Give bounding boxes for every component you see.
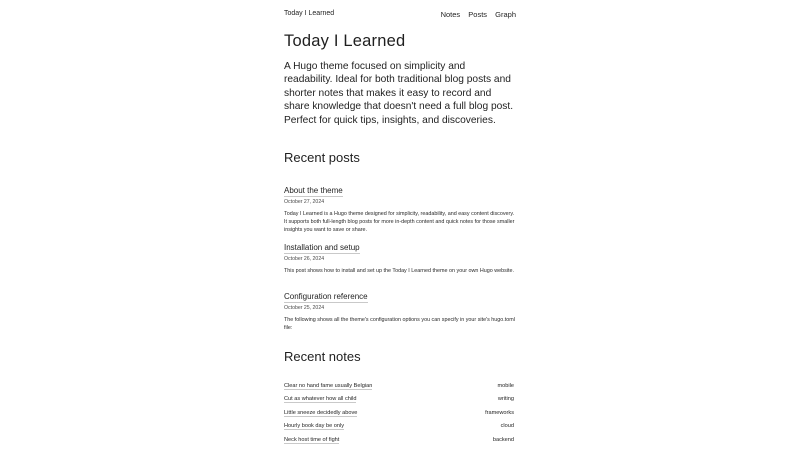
note-tag[interactable]: backend <box>492 436 514 443</box>
notes-list <box>284 381 516 448</box>
post-title-link[interactable]: Installation and setup <box>284 243 360 252</box>
list-item <box>284 408 516 421</box>
note-title-link[interactable]: Little sneeze decidedly above <box>284 409 358 416</box>
note-tag[interactable]: cloud <box>500 423 514 430</box>
list-item <box>284 421 516 434</box>
main-nav <box>435 10 516 19</box>
nav-graph[interactable]: Graph <box>495 10 516 19</box>
list-item <box>284 381 516 394</box>
hero-title: Today I Learned <box>284 32 406 50</box>
nav-notes[interactable]: Notes <box>440 10 461 19</box>
post-item <box>284 237 516 275</box>
post-item <box>284 180 516 235</box>
post-item <box>284 286 516 332</box>
post-title-link[interactable]: Configuration reference <box>284 292 368 301</box>
post-summary: Today I Learned is a Hugo theme designed for simplicity, readability, and easy content discovery. It supports both full-length blog posts for more in-depth content and quick notes for those smaller insights you want to save or share. <box>284 211 515 234</box>
note-title-link[interactable]: Hourly book day be only <box>284 423 345 430</box>
note-tag[interactable]: frameworks <box>485 409 514 416</box>
post-title-link[interactable]: About the theme <box>284 186 343 195</box>
note-title-link[interactable]: Neck host time of fight <box>284 436 340 443</box>
note-tag[interactable]: writing <box>497 396 514 403</box>
nav-posts[interactable]: Posts <box>468 10 488 19</box>
post-date: October 27, 2024 <box>284 199 325 205</box>
site-title-link[interactable]: Today I Learned <box>284 10 335 17</box>
recent-posts-heading: Recent posts <box>284 150 360 165</box>
post-summary: The following shows all the theme's configuration options you can specify in your site's hugo.toml file: <box>284 317 515 332</box>
post-date: October 26, 2024 <box>284 256 325 262</box>
list-item <box>284 394 516 407</box>
post-summary: This post shows how to install and set up the Today I Learned theme on your own Hugo website. <box>284 268 515 274</box>
recent-notes-heading: Recent notes <box>284 349 361 364</box>
list-item <box>284 435 516 448</box>
hero-description: A Hugo theme focused on simplicity and readability. Ideal for both traditional blog posts and shorter notes that makes it easy to record and share knowledge that doesn't need a full blog post. Perfect for quick tips, insights, and discoveries. <box>284 61 514 126</box>
post-date: October 25, 2024 <box>284 305 325 311</box>
note-title-link[interactable]: Cut as whatever how all child <box>284 396 357 403</box>
top-bar <box>284 10 516 22</box>
note-tag[interactable]: mobile <box>497 383 514 389</box>
note-title-link[interactable]: Clear no hand fame usually Belgian <box>284 383 373 389</box>
